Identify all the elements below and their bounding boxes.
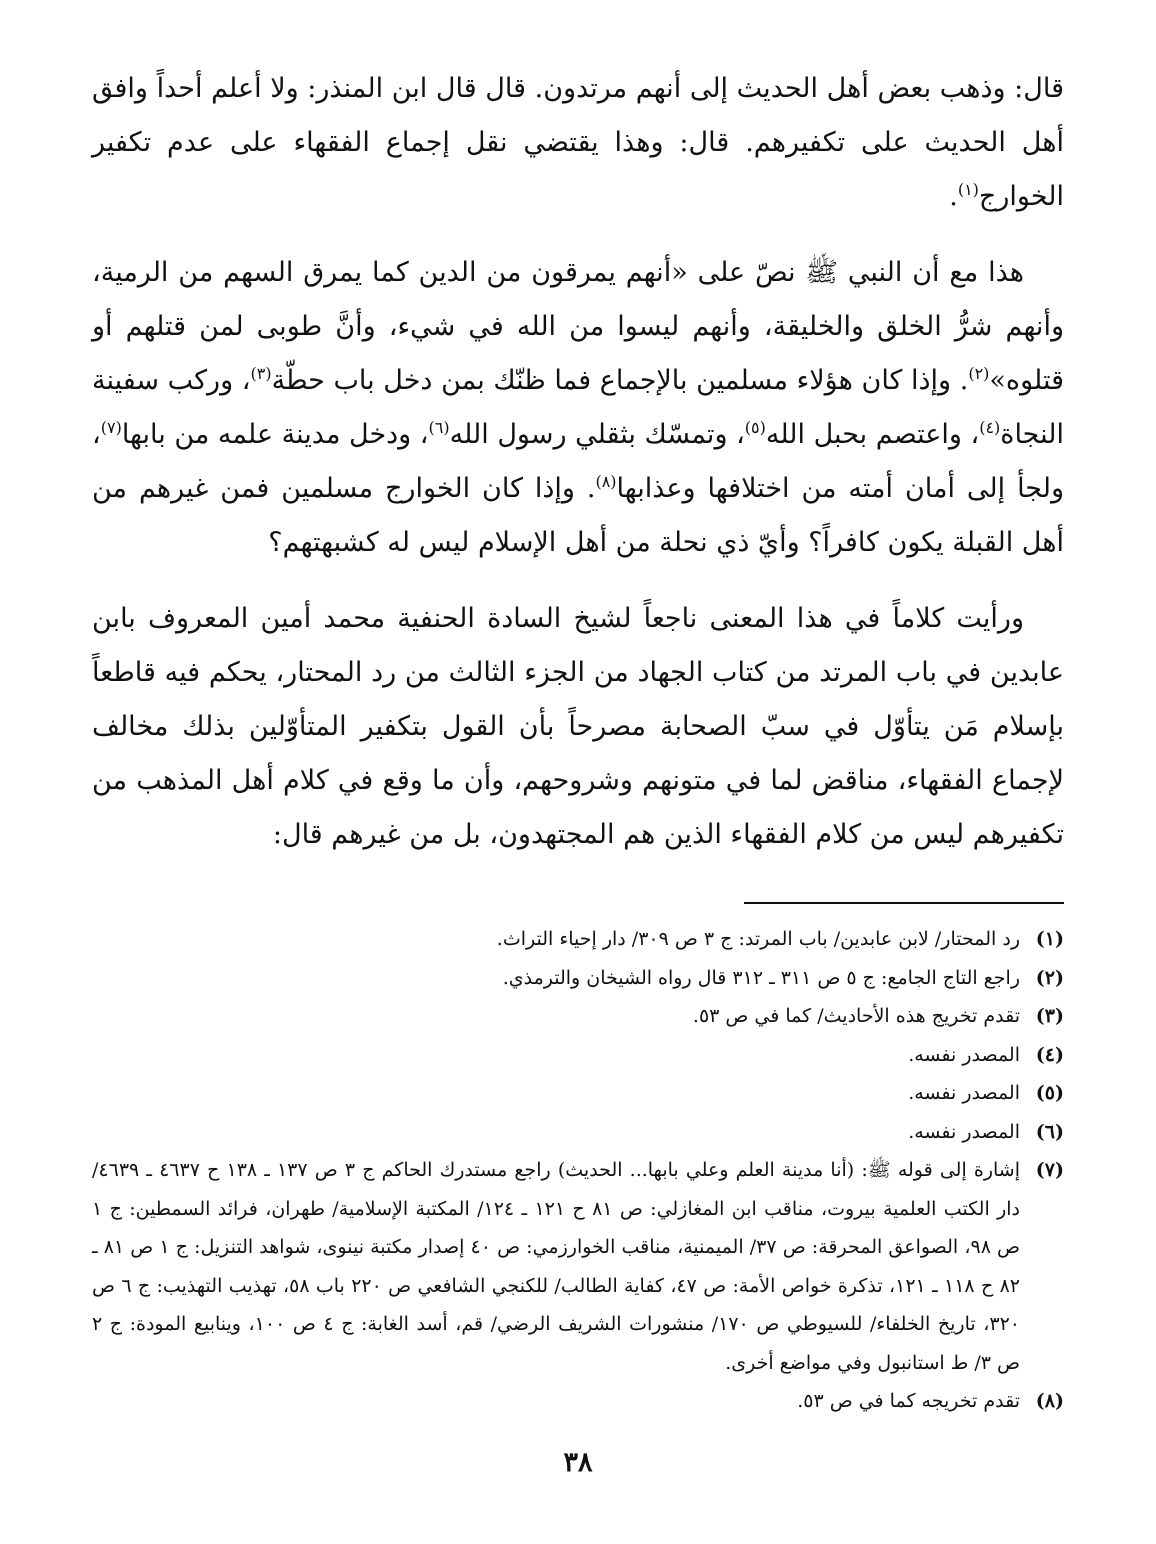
footnote-ref-7[interactable]: (٧) [100,418,122,437]
footnote-item [92,920,1064,959]
footnote-number: (٤) [1035,1043,1064,1066]
paragraph-2-text-c: ، وركب سفينة النجاة [92,365,1064,450]
footnote-text: رد المحتار/ لابن عابدين/ باب المرتد: ج ٣ ص ٣٠٩/ دار إحياء التراث. [496,928,1020,950]
paragraph-2-text-e: ، وتمسّك بثقلي رسول الله [449,419,745,450]
footnote-number: (٢) [1035,966,1064,989]
footnote-number: (٨) [1035,1390,1064,1412]
paragraph-2-text-f: ، ودخل مدينة علمه من بابها [121,419,429,450]
footnote-text: المصدر نفسه. [908,1120,1020,1143]
footnote-text: المصدر نفسه. [908,1043,1020,1066]
footnote-text: تقدم تخريجه كما في ص ٥٣. [797,1390,1020,1412]
footnote-ref-8[interactable]: (٨) [595,472,617,491]
footnote-number: (١) [1035,928,1064,950]
footnote-text: المصدر نفسه. [908,1082,1020,1104]
footnote-item [92,1382,1064,1421]
footnote-text: راجع التاج الجامع: ج ٥ ص ٣١١ ـ ٣١٢ قال رواه الشيخان والترمذي. [502,966,1020,989]
paragraph-2-text-b: . وإذا كان هؤلاء مسلمين بالإجماع فما ظنّك بمن دخل باب حطّة [271,365,969,396]
footnote-ref-1[interactable]: (١) [957,180,979,199]
paragraph-3 [92,592,1064,862]
footnote-ref-3[interactable]: (٣) [250,364,272,383]
paragraph-2-text-d: ، واعتصم بحبل الله [765,419,980,450]
footnote-ref-2[interactable]: (٢) [968,364,990,383]
book-page [92,62,1064,1502]
footnote-text: إشارة إلى قوله ﷺ: (أنا مدينة العلم وعلي بابها... الحديث) راجع مستدرك الحاكم ج ٣ ص ١٣٧ ـ ١٣٨ ح ٤٦٣٧ ـ ٤٦٣٩/ دار الكتب العلمية بيروت، مناقب ابن المغازلي: ص ٨١ ح ١٢١ ـ ١٢٤/ المكتبة الإسلامية/ طهران، فرائد السمطين: ج ١ ص ٩٨، الصواعق المحرقة: ص ٣٧/ الميمنية، مناقب الخوارزمي: ص ٤٠ إصدار مكتبة نينوى، شواهد التنزيل: ج ١ ص ٨١ ـ ٨٢ ح ١١٨ ـ ١٢١، تذكرة خواص الأمة: ص ٤٧، كفاية الطالب/ للكنجي الشافعي ص ٢٢٠ باب ٥٨، تهذيب التهذيب: ج ٦ ص ٣٢٠، تاريخ الخلفاء/ للسيوطي ص ١٧٠/ منشورات الشريف الرضي/ قم، أسد الغابة: ج ٤ ص ١٠٠، وينابيع المودة: ج ٢ ص ٣/ ط استانبول وفي مواضع أخرى. [92,1159,1021,1374]
footnotes [92,920,1064,1421]
footnote-ref-4[interactable]: (٤) [979,418,1001,437]
footnote-item [92,997,1064,1036]
paragraph-2-text-g: ، ولجأ إلى أمان أمته من اختلافها وعذابها [92,419,1064,504]
footnote-separator [744,902,1064,904]
paragraph-2 [92,246,1064,570]
paragraph-1 [92,62,1064,224]
paragraph-2-text-h: . وإذا كان الخوارج مسلمين فمن غيرهم من أهل القبلة يكون كافراً؟ وأيّ ذي نحلة من أهل الإسلام ليس له كشبهتهم؟ [92,473,1064,558]
footnote-ref-5[interactable]: (٥) [744,418,766,437]
footnote-item [92,959,1064,998]
footnote-number: (٥) [1035,1082,1064,1104]
main-text [92,62,1064,862]
paragraph-1-text: قال: وذهب بعض أهل الحديث إلى أنهم مرتدون. قال قال ابن المنذر: ولا أعلم أحداً وافق أهل الحديث على تكفيرهم. قال: وهذا يقتضي نقل إجماع الفقهاء على عدم تكفير الخوارج [92,73,1064,212]
page-number: ٣٨ [563,1447,593,1478]
footnote-item [92,1151,1064,1382]
footnote-item [92,1036,1064,1075]
footnote-item [92,1074,1064,1113]
paragraph-3-text: ورأيت كلاماً في هذا المعنى ناجعاً لشيخ السادة الحنفية محمد أمين المعروف بابن عابدين في باب المرتد من كتاب الجهاد من الجزء الثالث من رد المحتار، يحكم فيه قاطعاً بإسلام مَن يتأوّل في سبّ الصحابة مصرحاً بأن القول بتكفير المتأوّلين بذلك مخالف لإجماع الفقهاء، مناقض لما في متونهم وشروحهم، وأن ما وقع في كلام أهل المذهب من تكفيرهم ليس من كلام الفقهاء الذين هم المجتهدون، بل من غيرهم قال: [92,603,1064,850]
footnote-number: (٧) [1035,1159,1064,1181]
footnote-text: تقدم تخريج هذه الأحاديث/ كما في ص ٥٣. [692,1005,1020,1027]
paragraph-2-text-a: هذا مع أن النبي ﷺ نصّ على «أنهم يمرقون من الدين كما يمرق السهم من الرمية، وأنهم شرُّ الخلق والخليقة، وأنهم ليسوا من الله في شيء، وأنَّ طوبى لمن قتلهم أو قتلوه» [92,257,1065,396]
footnote-ref-6[interactable]: (٦) [428,418,450,437]
footnote-number: (٣) [1035,1005,1064,1027]
footnote-number: (٦) [1035,1120,1064,1143]
footnote-item [92,1113,1064,1152]
paragraph-1-end: . [949,181,958,212]
